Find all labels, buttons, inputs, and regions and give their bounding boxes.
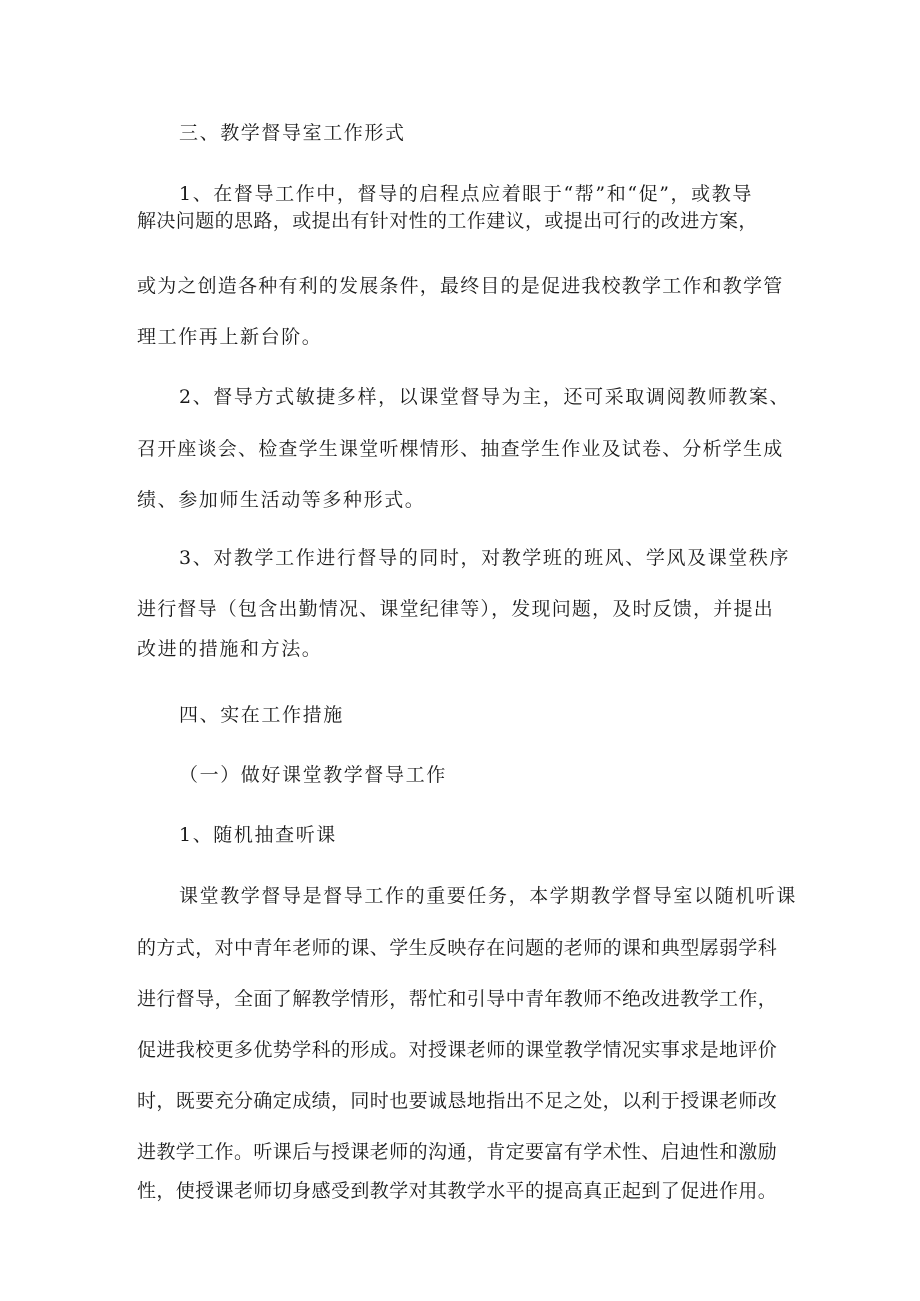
paragraph-line-2: 的方式，对中青年老师的课、学生反映存在问题的老师的课和典型孱弱学科 — [137, 937, 778, 959]
paragraph-line-5: 时，既要充分确定成绩，同时也要诚恳地指出不足之处，以利于授课老师改 — [137, 1090, 778, 1112]
paragraph-line-4: 促进我校更多优势学科的形成。对授课老师的课堂教学情况实事求是地评价 — [137, 1039, 778, 1061]
section-4-subheading: （一）做好课堂教学督导工作 — [179, 764, 447, 786]
paragraph-line-6: 进教学工作。听课后与授课老师的沟通，肯定要富有学术性、启迪性和激励 — [137, 1141, 778, 1163]
section-3-item-1-line-4: 理工作再上新台阶。 — [137, 326, 323, 348]
paragraph-line-7: 性，使授课老师切身感受到教学对其教学水平的提高真正起到了促进作用。 — [137, 1180, 778, 1202]
section-3-item-3-line-2: 进行督导（包含出勤情况、课堂纪律等），发现问题，及时反馈，并提出 — [137, 598, 774, 620]
section-3-item-2-line-2: 召开座谈会、检查学生课堂听棵情形、抽查学生作业及试卷、分析学生成 — [137, 438, 784, 460]
section-3-item-1-line-2: 解决问题的思路，或提出有针对性的工作建议，或提出可行的改进方案， — [137, 210, 758, 232]
section-3-item-3-line-1: 3、对教学工作进行督导的同时，对教学班的班风、学风及课堂秩序 — [179, 547, 791, 569]
section-3-item-1-line-3: 或为之创造各种有利的发展条件，最终目的是促进我校教学工作和教学管 — [137, 275, 784, 297]
section-3-heading: 三、教学督导室工作形式 — [179, 122, 406, 144]
paragraph-line-3: 进行督导，全面了解教学情形，帮忙和引导中青年教师不绝改进教学工作， — [137, 988, 778, 1010]
section-3-item-3-line-3: 改进的措施和方法。 — [137, 638, 323, 660]
section-3-item-2-line-1: 2、督导方式敏捷多样，以课堂督导为主，还可采取调阅教师教案、 — [179, 386, 791, 408]
section-4-item-1-title: 1、随机抽查听课 — [179, 824, 337, 846]
paragraph-line-1: 课堂教学督导是督导工作的重要任务，本学期教学督导室以随机听课 — [179, 885, 798, 907]
section-3-item-1-line-1: 1、在督导工作中，督导的启程点应着眼于“帮”和“促”，或教导 — [179, 183, 753, 205]
section-4-heading: 四、实在工作措施 — [179, 704, 344, 726]
section-3-item-2-line-3: 绩、参加师生活动等多种形式。 — [137, 489, 426, 511]
